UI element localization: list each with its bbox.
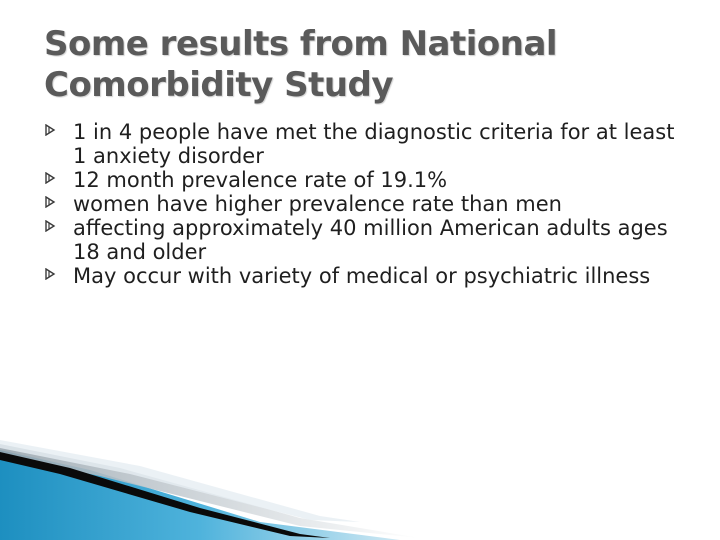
bullet-item [44, 192, 684, 216]
bullet-item [44, 168, 684, 192]
slide-title-line-1: Some results from National [44, 24, 558, 64]
bullet-text: 12 month prevalence rate of 19.1% [73, 168, 448, 192]
diamond-bullet-icon [44, 124, 56, 136]
decorative-swoosh [0, 430, 720, 540]
slide-title-line-2: Comorbidity Study [44, 65, 394, 105]
diamond-bullet-icon [44, 196, 56, 208]
bullet-text: May occur with variety of medical or psychiatric illness [73, 264, 651, 288]
bullet-item [44, 216, 684, 264]
bullet-item [44, 120, 684, 168]
bullet-text: 1 in 4 people have met the diagnostic criteria for at least 1 anxiety disorder [73, 120, 675, 168]
bullet-text: women have higher prevalence rate than men [73, 192, 562, 216]
slide-title [44, 24, 664, 106]
diamond-bullet-icon [44, 220, 56, 232]
bullet-item [44, 264, 684, 288]
bullet-list [44, 120, 684, 288]
diamond-bullet-icon [44, 172, 56, 184]
bullet-text: affecting approximately 40 million American adults ages 18 and older [73, 216, 668, 264]
diamond-bullet-icon [44, 268, 56, 280]
